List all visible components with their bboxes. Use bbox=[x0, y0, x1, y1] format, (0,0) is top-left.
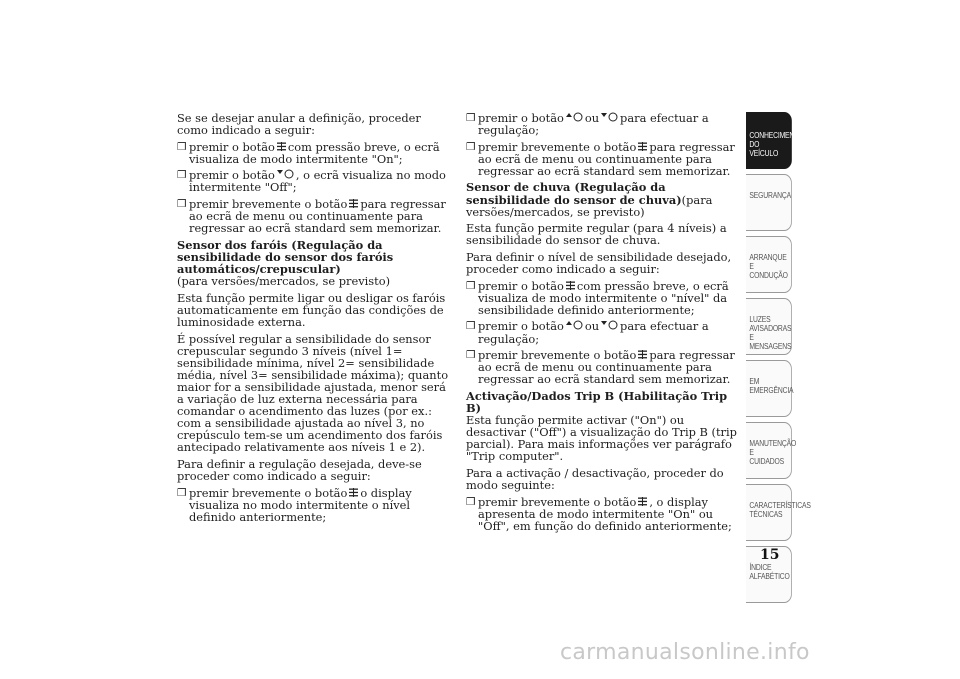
paragraph: Esta função permite activar ("On") ou desactivar ("Off") a visualização do Trip B (trip parcial). Para mais informações ver parágrafo "Trip computer". bbox=[466, 413, 737, 464]
paragraph: Esta função permite ligar ou desligar os faróis automaticamente em função das condições de luminosidade externa. bbox=[177, 290, 446, 329]
bullet-marker: ❒ bbox=[177, 198, 187, 211]
menu-button-icon bbox=[349, 488, 358, 497]
tab-indice-alfabetico[interactable]: ÍNDICE ALFABÉTICO bbox=[746, 546, 792, 603]
list-item: ❒ premir o botão , o ecrã visualiza no modo intermitente "Off"; bbox=[177, 168, 446, 195]
list-item: ❒ premir brevemente o botão para regressar ao ecrã de menu ou continuamente para regressar ao ecrã standard sem memorizar. bbox=[466, 139, 735, 178]
up-button-icon bbox=[566, 320, 583, 330]
bullet-marker: ❒ bbox=[177, 486, 187, 499]
tab-seguranca[interactable]: SEGURANÇA bbox=[746, 174, 792, 231]
bullet-marker: ❒ bbox=[466, 140, 476, 153]
menu-button-icon bbox=[566, 281, 575, 290]
section-heading-block bbox=[466, 181, 742, 217]
tab-conhecimento-do-veiculo[interactable]: CONHECIMENTO DO VEÍCULO bbox=[746, 112, 792, 169]
chapter-tabs bbox=[746, 112, 811, 608]
bullet-marker: ❒ bbox=[466, 112, 476, 124]
down-button-icon bbox=[277, 169, 294, 179]
menu-button-icon bbox=[349, 199, 358, 208]
menu-button-icon bbox=[638, 497, 647, 506]
list-item: ❒ premir brevemente o botão , o display apresenta de modo intermitente "On" ou "Off", em função do definido anteriormente; bbox=[466, 494, 732, 533]
tab-manutencao-e-cuidados[interactable]: MANUTENÇÃO E CUIDADOS bbox=[746, 422, 792, 479]
list-item: ❒ premir o botão com pressão breve, o ecrã visualiza de modo intermitente o "nível" da sensibilidade definido anteriormente; bbox=[466, 278, 729, 317]
list-item: ❒ premir brevemente o botão o display visualiza no modo intermitente o nível definido anteriormente; bbox=[177, 485, 412, 524]
bullet-marker: ❒ bbox=[177, 140, 187, 153]
page-number: 15 bbox=[760, 547, 780, 563]
right-column bbox=[466, 112, 742, 536]
list-item: ❒ premir o botão ou para efectuar a regulação; bbox=[466, 319, 709, 346]
bullet-marker: ❒ bbox=[466, 495, 476, 508]
section-heading: Sensor de chuva (Regulação da sensibilidade do sensor de chuva) bbox=[466, 180, 682, 207]
menu-button-icon bbox=[638, 350, 647, 359]
paragraph: Esta função permite regular (para 4 níveis) a sensibilidade do sensor de chuva. bbox=[466, 221, 727, 248]
list-item: ❒ premir brevemente o botão para regressar ao ecrã de menu ou continuamente para regressar ao ecrã standard sem memorizar. bbox=[177, 197, 446, 236]
bullet-marker: ❒ bbox=[177, 169, 187, 182]
bullet-marker: ❒ bbox=[466, 279, 476, 292]
paragraph: Para definir a regulação desejada, deve-se proceder como indicado a seguir: bbox=[177, 456, 422, 484]
bullet-marker: ❒ bbox=[466, 320, 476, 333]
menu-button-icon bbox=[277, 142, 286, 151]
tab-em-emergencia[interactable]: EM EMERGÊNCIA bbox=[746, 360, 792, 417]
watermark: carmanualsonline.info bbox=[560, 640, 810, 665]
list-item: ❒ premir brevemente o botão para regressar ao ecrã de menu ou continuamente para regressar ao ecrã standard sem memorizar. bbox=[466, 348, 735, 387]
section-note: (para versões/mercados, se previsto) bbox=[466, 192, 713, 219]
up-button-icon bbox=[566, 112, 583, 122]
left-column bbox=[177, 112, 449, 527]
list-item: ❒ premir o botão ou para efectuar a regulação; bbox=[466, 111, 709, 138]
left-intro: Se se desejar anular a definição, proceder como indicado a seguir: bbox=[177, 111, 421, 138]
paragraph: É possível regular a sensibilidade do sensor crepuscular segundo 3 níveis (nível 1= sensibilidade mínima, nível 2= sensibilidade média, nível 3= sensibilidade máxima); quanto maior for a sensibilidade ajustada, menor será a variação de luz externa necessária para comandar o acendimento das luzes (por ex.: com a sensibilidade ajustada ao nível 3, no crepúsculo tem-se um acendimento dos faróis antecipado relativamente aos níveis 1 e 2). bbox=[177, 331, 449, 455]
down-button-icon bbox=[601, 320, 618, 330]
list-item: ❒ premir o botão com pressão breve, o ecrã visualiza de modo intermitente "On"; bbox=[177, 139, 440, 166]
tab-luzes-avisadoras[interactable]: LUZES AVISADORAS E MENSAGENS bbox=[746, 298, 792, 355]
down-button-icon bbox=[601, 112, 618, 122]
paragraph: Para definir o nível de sensibilidade desejado, proceder como indicado a seguir: bbox=[466, 249, 732, 277]
tab-caracteristicas-tecnicas[interactable]: CARACTERÍSTICAS TÉCNICAS bbox=[746, 484, 792, 541]
section-heading: Sensor dos faróis (Regulação da sensibilidade do sensor dos faróis automáticos/crepuscular) bbox=[177, 237, 394, 277]
tab-arranque-e-conducao[interactable]: ARRANQUE E CONDUÇÃO bbox=[746, 236, 792, 293]
section-heading: Activação/Dados Trip B (Habilitação Trip B) bbox=[466, 388, 728, 415]
paragraph: Para a activação / desactivação, proceder do modo seguinte: bbox=[466, 465, 724, 493]
section-note: (para versões/mercados, se previsto) bbox=[177, 274, 391, 289]
menu-button-icon bbox=[638, 142, 647, 151]
bullet-marker: ❒ bbox=[466, 349, 476, 362]
